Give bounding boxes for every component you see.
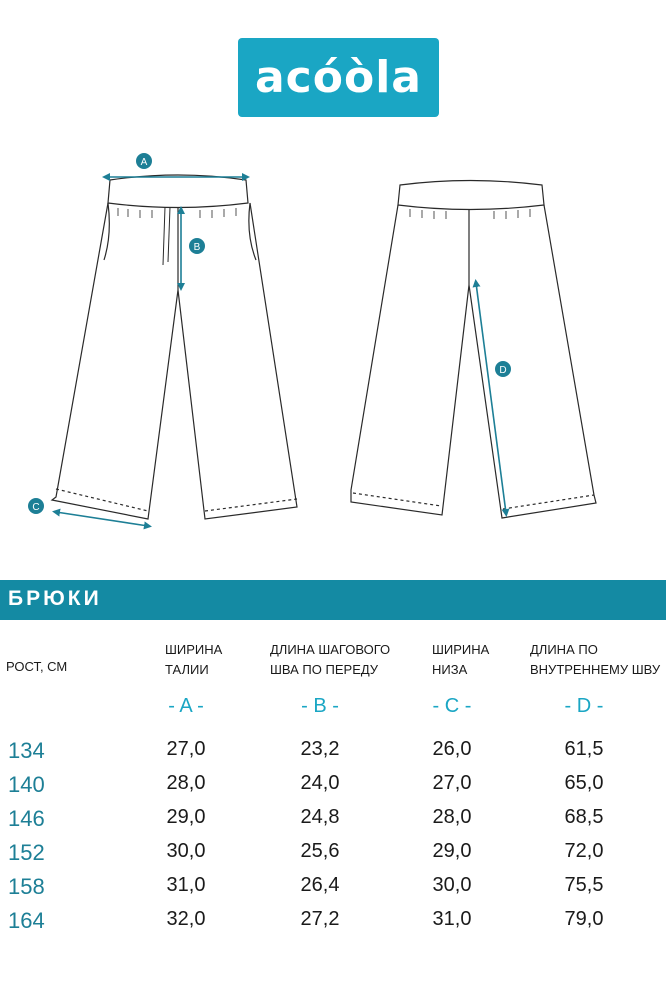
table-row bbox=[0, 908, 666, 942]
value-cell: 31,0 bbox=[432, 908, 472, 930]
column-header-line2: НИЗА bbox=[432, 662, 468, 677]
column-letter-b: - B - bbox=[301, 695, 339, 717]
column-header-b bbox=[270, 640, 390, 680]
value-cell: 28,0 bbox=[166, 772, 206, 794]
column-header-c bbox=[432, 640, 489, 680]
value-cell: 72,0 bbox=[564, 840, 604, 862]
column-header-line1: ШИРИНА bbox=[432, 642, 490, 657]
column-header-line2: ТАЛИИ bbox=[165, 662, 209, 677]
column-header-line1: ДЛИНА ШАГОВОГО bbox=[270, 642, 391, 657]
table-row bbox=[0, 772, 666, 806]
label-a-icon bbox=[136, 153, 152, 169]
logo-text: acóòla bbox=[254, 52, 422, 103]
value-cell: 68,5 bbox=[564, 806, 604, 828]
column-header-line1: ДЛИНА ПО bbox=[530, 642, 598, 657]
value-cell: 29,0 bbox=[432, 840, 472, 862]
brand-logo bbox=[238, 38, 439, 117]
column-letter-c: - C - bbox=[432, 695, 472, 717]
measurement-lines bbox=[56, 177, 506, 526]
height-cell: 140 bbox=[8, 772, 45, 797]
value-cell: 24,8 bbox=[300, 806, 340, 828]
back-view bbox=[351, 181, 596, 519]
label-d-icon bbox=[495, 361, 511, 377]
height-cell: 152 bbox=[8, 840, 45, 865]
value-cell: 75,5 bbox=[564, 874, 604, 896]
column-letter-a: - A - bbox=[168, 695, 204, 717]
value-cell: 79,0 bbox=[564, 908, 604, 930]
table-row bbox=[0, 806, 666, 840]
value-cell: 65,0 bbox=[564, 772, 604, 794]
value-cell: 32,0 bbox=[166, 908, 206, 930]
column-header-line2: ВНУТРЕННЕМУ ШВУ bbox=[530, 662, 661, 677]
table-row bbox=[0, 738, 666, 772]
column-header-a bbox=[165, 640, 222, 680]
value-cell: 28,0 bbox=[432, 806, 472, 828]
section-title: БРЮКИ bbox=[8, 587, 102, 610]
column-letter-d: - D - bbox=[564, 695, 604, 717]
svg-text:B: B bbox=[193, 242, 201, 253]
svg-text:C: C bbox=[32, 502, 40, 513]
value-cell: 31,0 bbox=[166, 874, 206, 896]
value-cell: 61,5 bbox=[564, 738, 604, 760]
height-cell: 164 bbox=[8, 908, 45, 933]
svg-text:A: A bbox=[140, 157, 148, 168]
label-c-icon bbox=[28, 498, 44, 514]
value-cell: 25,6 bbox=[300, 840, 340, 862]
pants-diagram bbox=[0, 140, 666, 540]
value-cell: 30,0 bbox=[166, 840, 206, 862]
value-cell: 26,4 bbox=[300, 874, 340, 896]
column-header-d bbox=[530, 640, 660, 680]
table-row bbox=[0, 840, 666, 874]
row-header: РОСТ, СМ bbox=[6, 659, 68, 674]
value-cell: 27,0 bbox=[432, 772, 472, 794]
value-cell: 27,2 bbox=[300, 908, 340, 930]
height-cell: 146 bbox=[8, 806, 45, 831]
svg-text:D: D bbox=[499, 365, 507, 376]
value-cell: 29,0 bbox=[166, 806, 206, 828]
value-cell: 24,0 bbox=[300, 772, 340, 794]
value-cell: 23,2 bbox=[300, 738, 340, 760]
value-cell: 26,0 bbox=[432, 738, 472, 760]
height-cell: 158 bbox=[8, 874, 45, 899]
front-view bbox=[52, 175, 297, 519]
height-cell: 134 bbox=[8, 738, 45, 763]
column-header-line1: ШИРИНА bbox=[165, 642, 223, 657]
section-banner bbox=[0, 580, 666, 620]
label-b-icon bbox=[189, 238, 205, 254]
value-cell: 27,0 bbox=[166, 738, 206, 760]
column-header-line2: ШВА ПО ПЕРЕДУ bbox=[270, 662, 379, 677]
value-cell: 30,0 bbox=[432, 874, 472, 896]
table-row bbox=[0, 874, 666, 908]
